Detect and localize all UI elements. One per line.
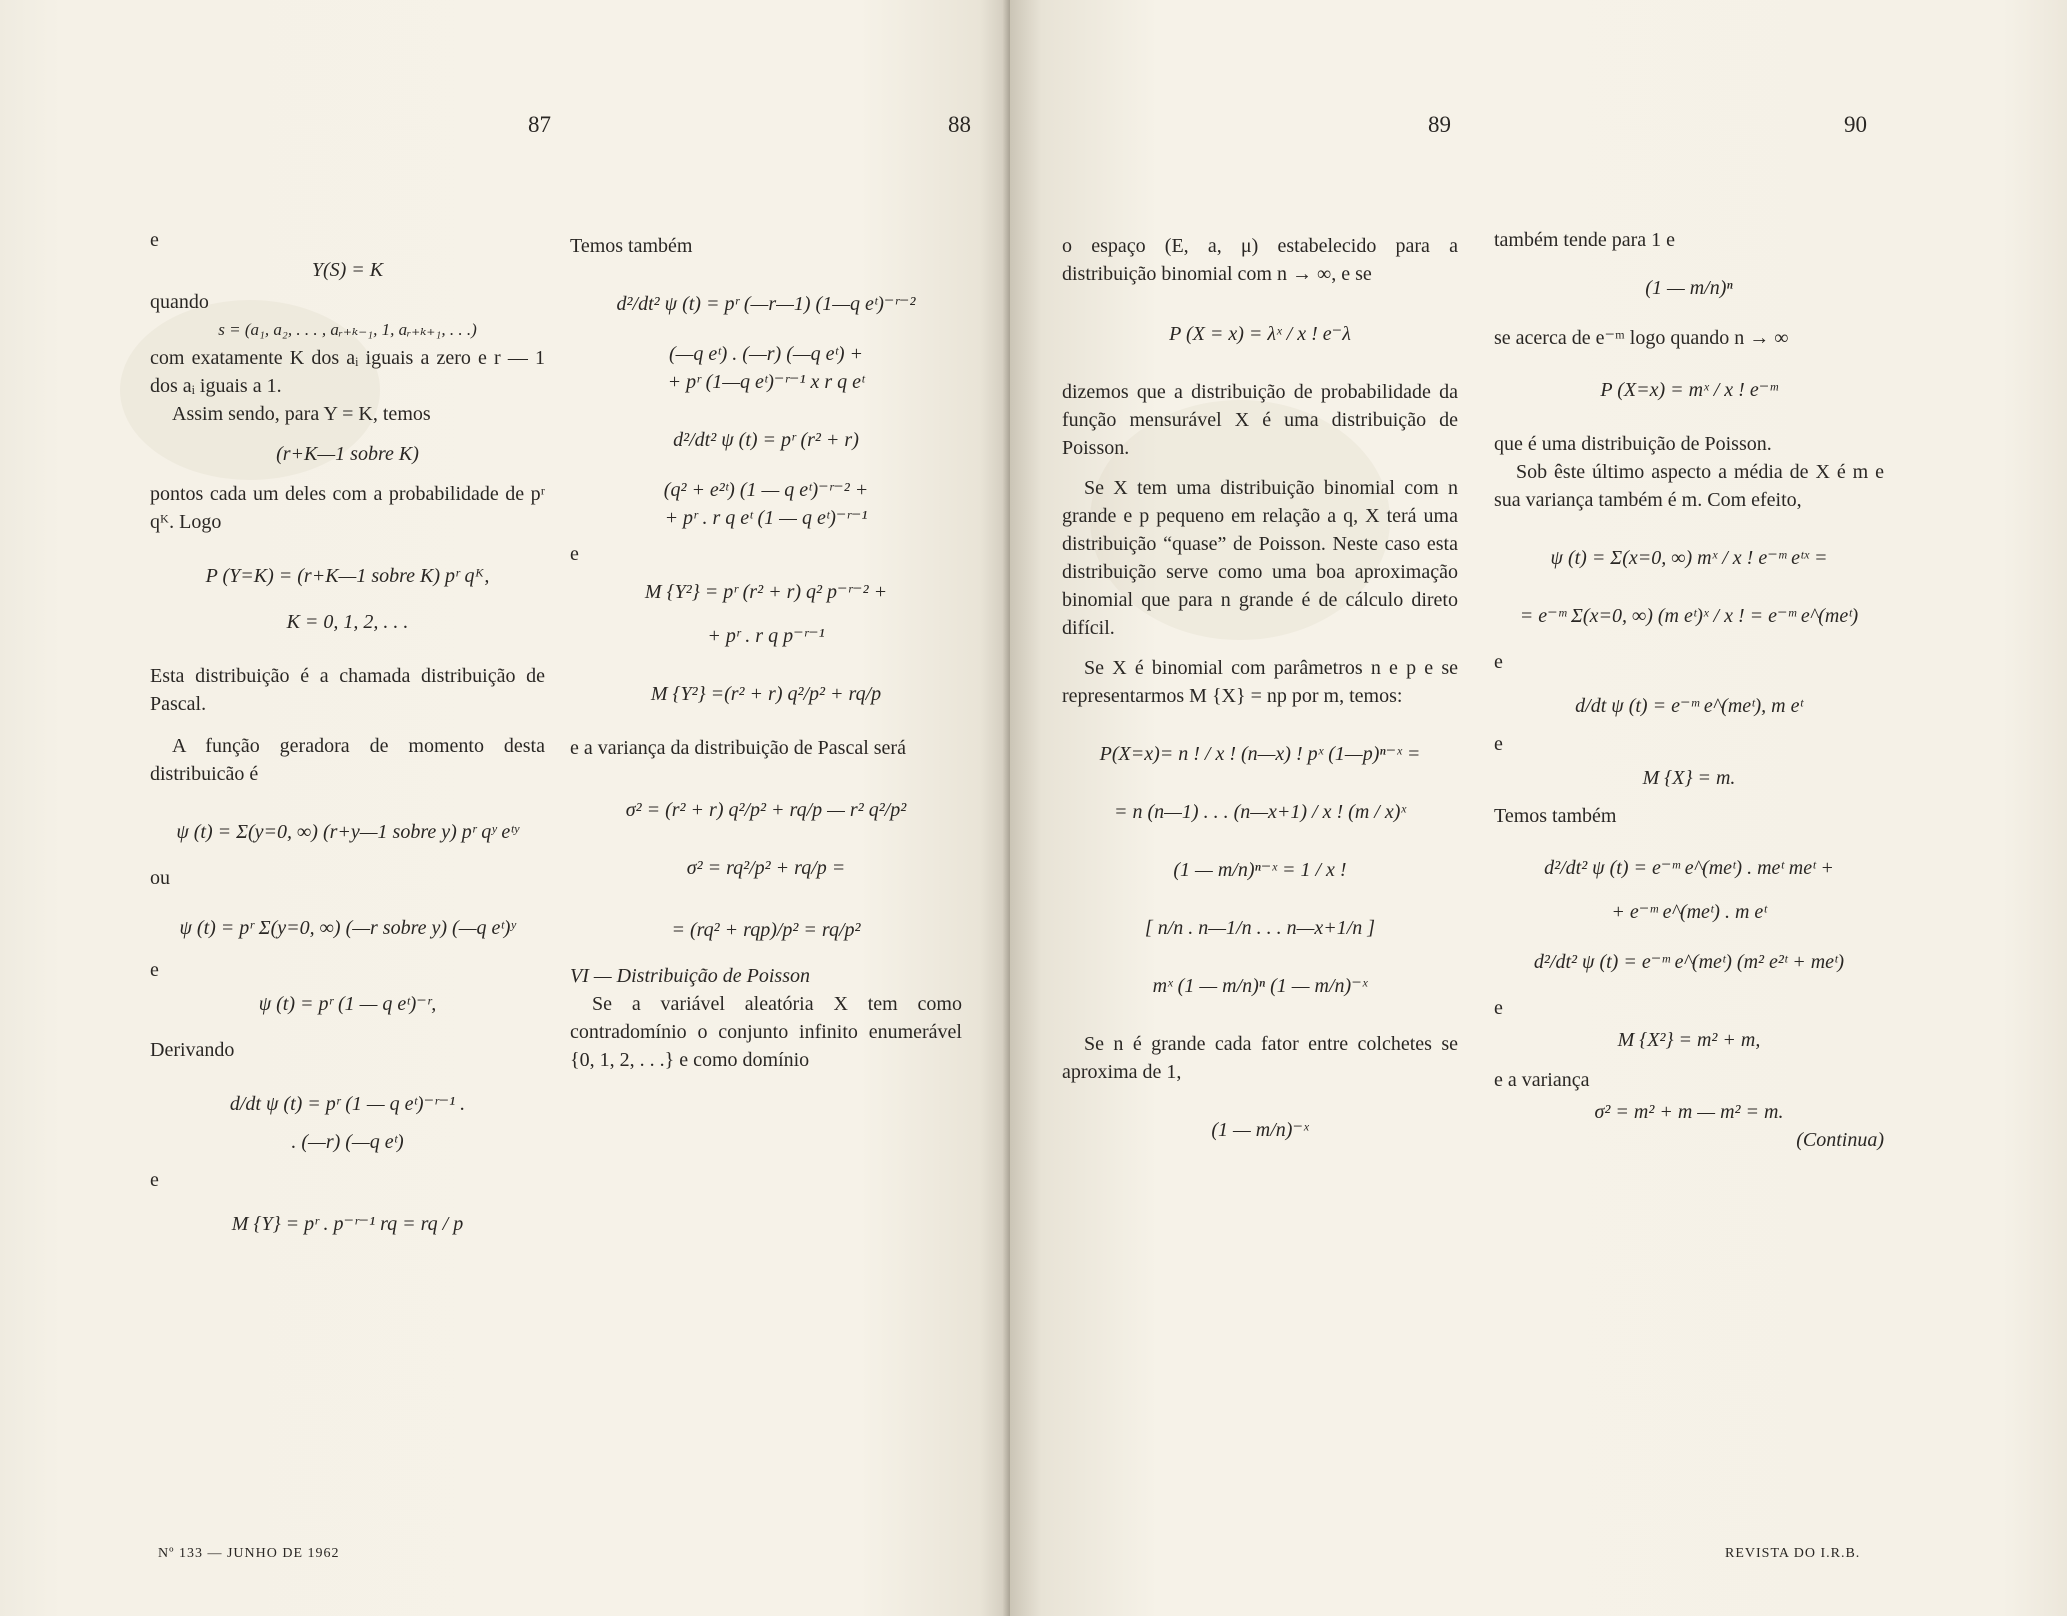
equation: [ n/n . n—1/n . . . n—x+1/n ] [1144, 917, 1376, 939]
equation: (1 — m/n)⁻ˣ [1211, 1119, 1309, 1141]
text-line: e [1494, 733, 1503, 755]
paragraph: Esta distribuição é a chamada distribuição de Pascal. [150, 665, 545, 715]
paragraph: A função geradora de momento desta distribuicão é [150, 735, 545, 785]
text-line: se acerca de e⁻ᵐ logo quando n → ∞ [1494, 327, 1789, 349]
equation: (q² + e²ᵗ) (1 — q eᵗ)⁻ʳ⁻² + [663, 479, 869, 501]
text-line: Temos também [570, 235, 693, 257]
equation: mˣ (1 — m/n)ⁿ (1 — m/n)⁻ˣ [1152, 975, 1368, 997]
equation: + pʳ . r q p⁻ʳ⁻¹ [707, 625, 825, 647]
equation: = (rq² + rqp)/p² = rq/p² [671, 919, 861, 941]
equation: d/dt ψ (t) = e⁻ᵐ e^(meᵗ), m eᵗ [1575, 695, 1803, 717]
equation: d²/dt² ψ (t) = pʳ (r² + r) [673, 429, 859, 451]
equation: (—q eᵗ) . (—r) (—q eᵗ) + [668, 343, 864, 365]
column-1 [150, 226, 545, 1238]
text-line: Temos também [1494, 805, 1617, 827]
equation: M {X} = m. [1642, 767, 1736, 789]
equation: M {X²} = m² + m, [1617, 1029, 1761, 1051]
equation: s = (a₁, a₂, . . . , aᵣ₊ₖ₋₁, 1, aᵣ₊ₖ₊₁, . . .) [218, 320, 477, 339]
equation: d²/dt² ψ (t) = pʳ (—r—1) (1—q eᵗ)⁻ʳ⁻² [616, 293, 916, 315]
equation: + pʳ (1—q eᵗ)⁻ʳ⁻¹ x r q eᵗ [667, 371, 865, 393]
equation: M {Y} = pʳ . p⁻ʳ⁻¹ rq = rq / p [231, 1213, 464, 1235]
column-2 [570, 232, 962, 1074]
text-line: e [1494, 997, 1503, 1019]
paragraph: e a variança da distribuição de Pascal será [570, 737, 906, 759]
equation: σ² = rq²/p² + rq/p = [686, 857, 846, 879]
equation: K = 0, 1, 2, . . . [286, 611, 409, 633]
equation: = n (n—1) . . . (n—x+1) / x ! (m / x)ˣ [1113, 801, 1406, 823]
equation: Y(S) = K [311, 259, 384, 281]
equation: P (X = x) = λˣ / x ! e⁻λ [1169, 323, 1351, 345]
equation: = e⁻ᵐ Σ(x=0, ∞) (m eᵗ)ˣ / x ! = e⁻ᵐ e^(meᵗ) [1519, 605, 1859, 627]
equation: σ² = (r² + r) q²/p² + rq/p — r² q²/p² [625, 799, 907, 821]
section-heading: VI — Distribuição de Poisson [570, 965, 810, 987]
text-line: e [1494, 651, 1503, 673]
right-page [1010, 0, 2067, 1616]
equation: ψ (t) = pʳ Σ(y=0, ∞) (—r sobre y) (—q eᵗ)ʸ [179, 917, 516, 939]
text-line: quando [150, 291, 209, 313]
equation: d²/dt² ψ (t) = e⁻ᵐ e^(meᵗ) . meᵗ meᵗ + [1544, 857, 1834, 879]
equation: ψ (t) = pʳ (1 — q eᵗ)⁻ʳ, [258, 993, 437, 1015]
equation: (1 — m/n)ⁿ [1645, 277, 1733, 299]
continued-label: (Continua) [1796, 1129, 1884, 1151]
text-line: e [570, 543, 579, 565]
column-3 [1062, 232, 1458, 1144]
paragraph: dizemos que a distribuição de probabilidade da função mensurável X é uma distribuição de Poisson. [1062, 381, 1458, 459]
equation: M {Y²} = pʳ (r² + r) q² p⁻ʳ⁻² + [644, 581, 888, 603]
paragraph: Sob êste último aspecto a média de X é m e sua variança também é m. Com efeito, [1494, 461, 1884, 511]
paragraph: com exatamente K dos aᵢ iguais a zero e r — 1 dos aᵢ iguais a 1. [150, 347, 545, 397]
paragraph: Se a variável aleatória X tem como contradomínio o conjunto infinito enumerável {0, 1, 2, . . .} e como domínio [570, 993, 962, 1071]
paragraph: Se X é binomial com parâmetros n e p e se representarmos M {X} = np por m, temos: [1062, 657, 1458, 707]
equation: σ² = m² + m — m² = m. [1594, 1101, 1784, 1123]
equation: d/dt ψ (t) = pʳ (1 — q eᵗ)⁻ʳ⁻¹ . [229, 1093, 466, 1115]
footer-journal: REVISTA DO I.R.B. [1725, 1546, 1861, 1561]
text-line: ou [150, 867, 170, 889]
equation: P(X=x)= n ! / x ! (n—x) ! pˣ (1—p)ⁿ⁻ˣ = [1099, 743, 1421, 765]
equation: (r+K—1 sobre K) [276, 443, 419, 465]
paragraph: Se X tem uma distribuição binomial com n grande e p pequeno em relação a q, X terá uma distribuição “quase” de Poisson. Neste caso esta distribuição serve como uma boa aproximação binomial que para n grande é de cálculo direto difícil. [1062, 477, 1458, 639]
equation: + pʳ . r q eᵗ (1 — q eᵗ)⁻ʳ⁻¹ [664, 507, 868, 529]
equation: d²/dt² ψ (t) = e⁻ᵐ e^(meᵗ) (m² e²ᵗ + meᵗ) [1533, 951, 1845, 973]
equation: . (—r) (—q eᵗ) [291, 1131, 404, 1153]
paragraph: Assim sendo, para Y = K, temos [172, 403, 431, 425]
left-page [0, 0, 1010, 1616]
paragraph: pontos cada um deles com a probabilidade de pʳ qᴷ. Logo [150, 483, 545, 533]
page-number-89: 89 [1428, 112, 1451, 137]
text-line: e [150, 959, 159, 981]
text-line: e [150, 229, 159, 251]
text-line: Derivando [150, 1039, 235, 1061]
page-number-87: 87 [528, 112, 551, 137]
text-line: que é uma distribuição de Poisson. [1494, 433, 1772, 455]
equation: P (Y=K) = (r+K—1 sobre K) pʳ qᴷ, [205, 565, 490, 587]
page-number-88: 88 [948, 112, 971, 137]
text-line: e [150, 1169, 159, 1191]
page-number-90: 90 [1844, 112, 1867, 137]
equation: (1 — m/n)ⁿ⁻ˣ = 1 / x ! [1173, 859, 1347, 881]
paragraph: o espaço (E, a, μ) estabelecido para a distribuição binomial com n → ∞, e se [1062, 235, 1458, 285]
equation: M {Y²} =(r² + r) q²/p² + rq/p [650, 683, 882, 705]
text-line: também tende para 1 e [1494, 229, 1676, 251]
equation: ψ (t) = Σ(x=0, ∞) mˣ / x ! e⁻ᵐ eᵗˣ = [1550, 547, 1828, 569]
paragraph: Se n é grande cada fator entre colchetes se aproxima de 1, [1062, 1033, 1458, 1083]
equation: + e⁻ᵐ e^(meᵗ) . m eᵗ [1611, 901, 1767, 923]
equation: P (X=x) = mˣ / x ! e⁻ᵐ [1600, 379, 1778, 401]
footer-issue: Nº 133 — JUNHO DE 1962 [158, 1546, 340, 1561]
equation: ψ (t) = Σ(y=0, ∞) (r+y—1 sobre y) pʳ qʸ eᵗʸ [176, 821, 519, 843]
column-4 [1494, 226, 1884, 1154]
text-line: e a variança [1494, 1069, 1590, 1091]
